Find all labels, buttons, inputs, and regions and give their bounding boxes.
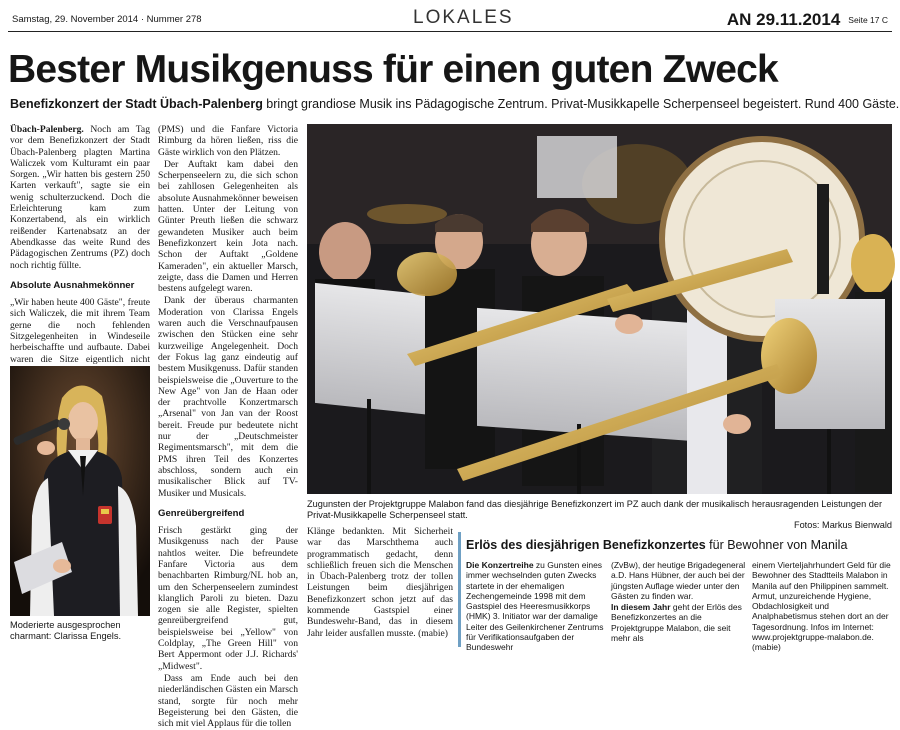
- article-column-3: [307, 526, 453, 640]
- moderator-photo-caption: Moderierte ausgesprochen charmant: Clarissa Engels.: [10, 620, 122, 641]
- clipping-date: [727, 10, 888, 30]
- paragraph: Dass am Ende auch bei den niederländischen Gästen ein Marsch stand, sorgte für noch mehr Begeisterung bei den Gästen, die sich mit viel Applaus für die tollen: [158, 672, 298, 730]
- orchestra-photo: [307, 124, 892, 494]
- paragraph-text: Noch am Tag vor dem Benefizkonzert der Stadt Übach-Palenberg plagten Martina Waliczek vom Kulturamt ein paar Sorgen. „Wir hatten bis gestern 250 Karten verkauft", sagte sie ein wenig schulterzuckend. Doch die Erleichterung kam zum Konzertabend, als ein wirklich reißender Kartenabsatz an der Abendkasse das weite Rund des Pädagogischen Zentrums (PZ) doch noch richtig füllte.: [10, 124, 150, 271]
- issue-date: Samstag, 29. November 2014 · Nummer 278: [12, 14, 202, 25]
- clipping-date-text: AN 29.11.2014: [726, 10, 841, 29]
- subheadline: [10, 97, 900, 111]
- run-in-lead: Die Konzertreihe: [466, 560, 534, 570]
- info-box-column-3: [752, 560, 892, 654]
- paragraph: Der Auftakt kam dabei den Scherpenseelern zu, die sich schon bei zahllosen Gelegenheiten als absolute Ausnahmekönner beweisen hatten. Unter der Leitung von Günter Preuth ließen die schwarz gewandeten Musiker auch beim Benefizkonzert kein Jota nach. Schon der Auftakt „Goldene Kameraden", ein aktueller Marsch, zeigte, dass die Damen und Herren bestens aufgelegt waren.: [158, 158, 298, 295]
- moderator-photo: [10, 366, 150, 616]
- paragraph: [307, 526, 453, 639]
- accent-bar: [458, 532, 461, 647]
- dateline: Übach-Palenberg.: [10, 124, 84, 135]
- section-title: LOKALES: [413, 7, 514, 28]
- run-in-lead: In diesem Jahr: [611, 602, 671, 613]
- paragraph: einem Vierteljahrhundert Geld für die Bewohner des Stadtteils Malabon in Manila auf den Philippinen sammelt. Armut, unzureichende Hygiene, Obdachlosigkeit und Analphabetismus stehen dort an der Tagesordnung. Infos im Internet: www.projektgruppe-malabon.de. (mabie): [752, 560, 891, 653]
- info-box-title-bold: Erlös des diesjährigen Benefizkonzertes: [466, 538, 706, 552]
- paragraph: (ZvBw), der heutige Brigadegeneral a.D. Hans Hübner, der auch bei der jüngsten Auflage wieder unter den Gästen zu finden war.: [611, 560, 746, 601]
- orchestra-illustration: [307, 124, 892, 494]
- info-box-column-1: [466, 560, 606, 654]
- page-header: [8, 4, 892, 32]
- article-column-2: [158, 124, 298, 730]
- article-column-1: [10, 124, 150, 389]
- paragraph: [466, 560, 606, 653]
- info-box-title-rest: für Bewohner von Manila: [705, 538, 848, 552]
- author-tag: (mabie): [418, 627, 448, 639]
- paragraph: [10, 124, 150, 271]
- page-number: Seite 17 C: [848, 15, 888, 25]
- section-subhead: Absolute Ausnahmekönner: [10, 279, 135, 291]
- paragraph: (PMS) und die Fanfare Victoria Rimburg da hören ließen, riss die Gäste wirklich von den Plätzen.: [158, 124, 298, 158]
- moderator-illustration: [10, 366, 150, 616]
- caption-text: Zugunsten der Projektgruppe Malabon fand das diesjährige Benefizkonzert im PZ auch dank der musikalisch herausragenden Leistungen der Privat-Musikkapelle Scherpenseel statt.: [307, 499, 883, 520]
- photo-credit: Fotos: Markus Bienwald: [793, 520, 892, 530]
- paragraph-text: zu Gunsten eines immer wechselnden guten Zwecks startete in der ehemaligen Zechengemeinde 1998 mit dem Gastspiel des Heeresmusikkorps (HMK) 3. Initiator war der damalige Leiter des Geilenkirchener Zentrums für Verifikationsaufgaben der Bundeswehr: [466, 560, 604, 653]
- section-subhead: Genreübergreifend: [158, 507, 245, 519]
- headline: Bester Musikgenuss für einen guten Zweck: [8, 48, 778, 91]
- info-box: [458, 530, 892, 653]
- info-box-title: [466, 538, 847, 552]
- subheadline-rest: bringt grandiose Musik ins Pädagogische Zentrum. Privat-Musikkapelle Scherpenseel begeistert. Rund 400 Gäste.: [262, 97, 900, 111]
- paragraph-text: Klänge bedankten. Mit Sicherheit war das Marschthema auch programmatisch gedacht, denn schließlich freuen sich die Menschen in Übach-Palenberg trotz der tollen Leistungen beim diesjährigen Benefizkonzert schon jetzt auf das kommende Gastspiel einer Bundeswehr-Band, das in diesem Jahr leider ausfallen musste.: [307, 526, 453, 639]
- paragraph: [611, 602, 746, 643]
- info-box-column-2: [611, 560, 746, 644]
- paragraph: Dank der überaus charmanten Moderation von Clarissa Engels waren auch die Verschnaufpausen zwischen den Stücken eine sehr kurzweilige Angelegenheit. Doch der Fokus lag ganz eindeutig auf bestem Musikgenuss. Dafür standen beispielsweise die „Ouverture to the New Age" von Jan de Haan oder der prachtvolle Konzertmarsch „Arsenal" von Jan van der Roost bereit. Freude pur bedeutete nicht nur der „Deutschmeister Regimentsmarsch", mit dem die PMS ihren Teil des Konzertes abschloss, sondern auch ein musikalischer Blick auf TV-Musiker und Musicals.: [158, 295, 298, 499]
- paragraph: Frisch gestärkt ging der Musikgenuss nach der Pause nahtlos weiter. Die befreundete Fanfare Victoria aus dem benachbarten Rimburg/NL hob an, um den Scherpenseelern zumindest klanglich Paroli zu bieten. Dazu zogen sie alle Register, spielten genreübergreifend gut, beispielsweise bei „Yellow" von Coldplay, „The Green Hill" von Bert Appermont oder J.J. Richards' „Midwest".: [158, 525, 298, 672]
- paragraph-text: geht der Erlös des Benefizkonzertes an die Projektgruppe Malabon, die seit mehr als: [611, 602, 742, 644]
- paragraph: „Wir haben heute 400 Gäste", freute sich Waliczek, die mit ihrem Team gerne die noch fehlenden Sitzgelegenheiten in Windeseile herbeischaffte und aufbaute. Dabei waren die Sitze eigentlich nicht: [10, 297, 150, 365]
- subheadline-lead: Benefizkonzert der Stadt Übach-Palenberg: [10, 97, 263, 111]
